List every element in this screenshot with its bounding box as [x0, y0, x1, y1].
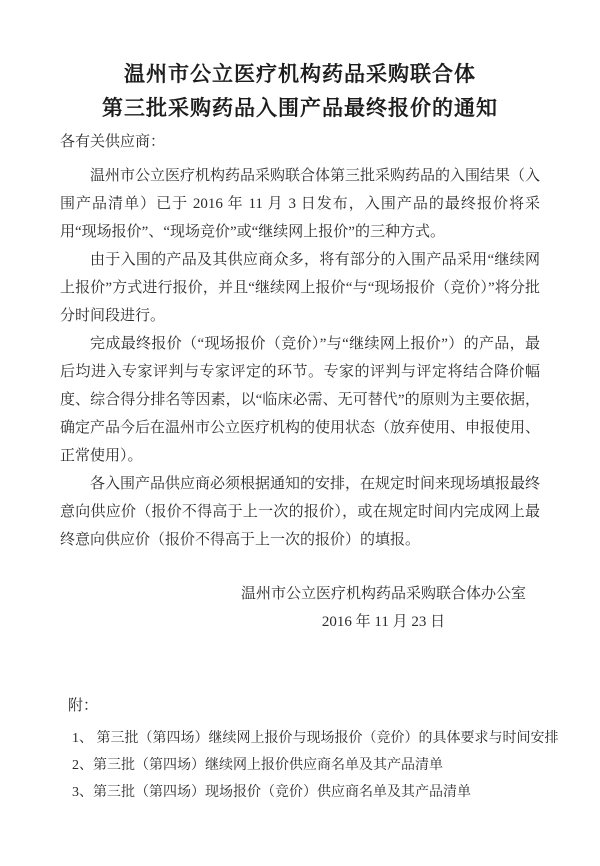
- attachment-item-1: 1、 第三批（第四场）继续网上报价与现场报价（竞价）的具体要求与时间安排: [72, 731, 559, 746]
- document-title-line-2: 第三批采购药品入围产品最终报价的通知: [102, 96, 498, 120]
- signature-inner: [241, 580, 526, 636]
- salutation: 各有关供应商：: [60, 134, 166, 150]
- paragraph-expert-evaluation: 完成最终报价（“现场报价（竞价）”与“继续网上报价”）的产品，最后均进入专家评判与专家评定的环节。专家的评判与评定将结合降价幅度、综合得分排名等因素，以“临床必需、无可替代”的原则为主要依据，确定产品今后在温州市公立医疗机构的使用状态（放弃使用、申报使用、正常使用）。: [60, 336, 541, 464]
- attachments-list: [72, 725, 559, 806]
- paragraph-quotation-methods: 由于入围的产品及其供应商众多，将有部分的入围产品采用“继续网上报价”方式进行报价，并且“继续网上报价“与“现场报价（竞价）”将分批分时间段进行。: [60, 252, 540, 324]
- attachment-item-3: 3、第三批（第四场）现场报价（竞价）供应商名单及其产品清单: [72, 785, 471, 800]
- attachment-item-2: 2、第三批（第四场）继续网上报价供应商名单及其产品清单: [72, 758, 443, 773]
- paragraph-supplier-requirements: 各入围产品供应商必须根据通知的安排，在规定时间来现场填报最终意向供应价（报价不得高于上一次的报价），或在规定时间内完成网上最终意向供应价（报价不得高于上一次的报价）的填报。: [60, 476, 541, 548]
- signature-block: [60, 580, 540, 636]
- signature-date: 2016 年 11 月 23 日: [321, 614, 446, 630]
- document-title-line-1: 温州市公立医疗机构药品采购联合体: [124, 62, 476, 86]
- attachments-label: 附：: [68, 698, 99, 714]
- signature-organization: 温州市公立医疗机构药品采购联合体办公室: [240, 586, 526, 602]
- paragraph-enrollment-result: 温州市公立医疗机构药品采购联合体第三批采购药品的入围结果（入围产品清单）已于 2016 年 11 月 3 日发布，入围产品的最终报价将采用“现场报价”、“现场竞价”或“继续网上报价”的三种方式。: [60, 168, 541, 240]
